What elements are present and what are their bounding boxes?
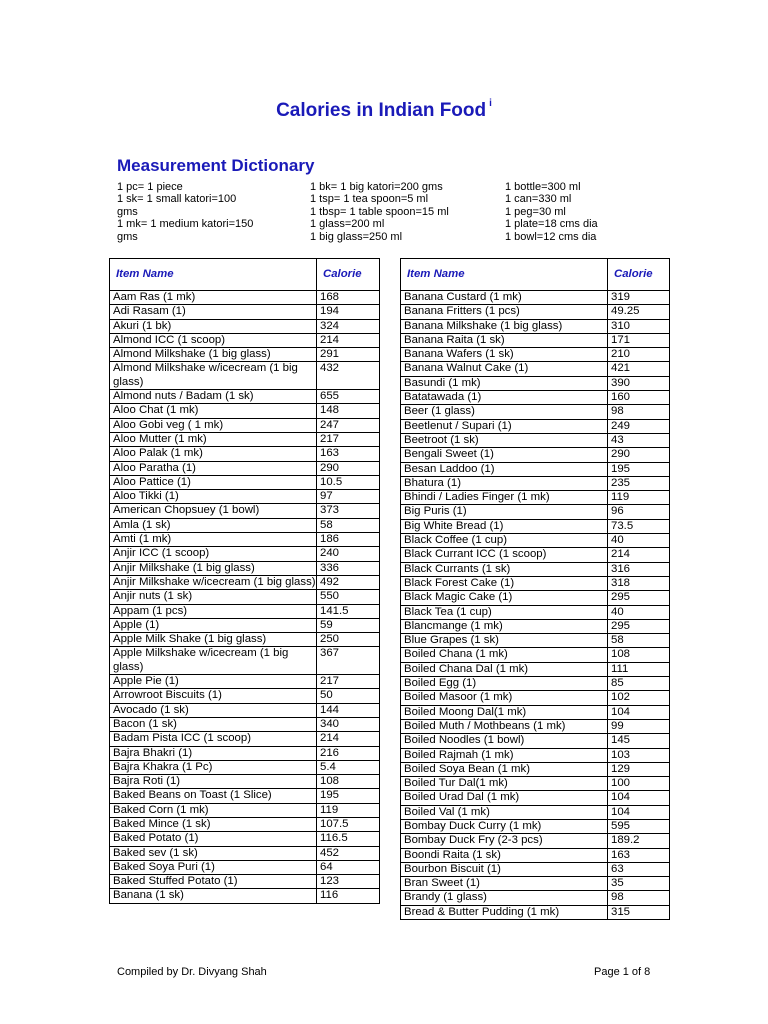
calorie-cell: 210 [608,348,670,362]
table-row [110,717,380,731]
item-name-cell: Baked sev (1 sk) [110,846,317,860]
calorie-header: Calorie [317,259,380,291]
calorie-cell: 40 [608,534,670,548]
calorie-cell: 250 [317,633,380,647]
calorie-cell: 310 [608,319,670,333]
table-row [110,846,380,860]
calorie-cell: 63 [608,862,670,876]
table-row [401,677,670,691]
calorie-cell: 217 [317,675,380,689]
item-name-cell: Akuri (1 bk) [110,319,317,333]
calorie-cell: 99 [608,719,670,733]
table-row [401,762,670,776]
table-row [401,734,670,748]
dictionary-line: 1 can=330 ml [505,193,572,206]
calorie-cell: 318 [608,576,670,590]
item-name-cell: Batatawada (1) [401,391,608,405]
dictionary-line: gms [117,230,138,243]
page-number: Page 1 of 8 [594,966,651,978]
table-row [401,534,670,548]
table-row [110,889,380,903]
table-row [110,875,380,889]
calorie-cell: 421 [608,362,670,376]
calorie-cell: 35 [608,877,670,891]
calorie-cell: 216 [317,746,380,760]
calorie-cell: 163 [608,848,670,862]
calorie-cell: 103 [608,748,670,762]
item-name-cell: Banana Raita (1 sk) [401,333,608,347]
calorie-cell: 290 [317,461,380,475]
table-row [401,805,670,819]
item-name-cell: Aloo Palak (1 mk) [110,447,317,461]
calorie-cell: 315 [608,905,670,919]
table-row [401,519,670,533]
table-row [110,561,380,575]
dictionary-line: 1 bk= 1 big katori=200 gms [310,181,443,193]
calorie-cell: 595 [608,819,670,833]
item-name-cell: Aloo Gobi veg ( 1 mk) [110,418,317,432]
table-row [401,448,670,462]
calorie-cell: 59 [317,618,380,632]
table-row [110,333,380,347]
table-row [401,705,670,719]
calorie-cell: 108 [608,648,670,662]
calorie-cell: 144 [317,703,380,717]
table-row [110,490,380,504]
table-row [110,633,380,647]
table-row [110,305,380,319]
item-name-cell: Big White Bread (1) [401,519,608,533]
item-name-cell: Baked Soya Puri (1) [110,860,317,874]
calorie-cell: 141.5 [317,604,380,618]
table-row [110,689,380,703]
table-row [401,834,670,848]
table-row [401,576,670,590]
calorie-cell: 116.5 [317,832,380,846]
item-name-cell: Bacon (1 sk) [110,717,317,731]
calorie-cell: 291 [317,348,380,362]
table-row [110,746,380,760]
calorie-cell: 100 [608,777,670,791]
calorie-cell: 85 [608,677,670,691]
table-row [110,432,380,446]
table-row [401,348,670,362]
page-title: Calories in Indian Food $^i$ [276,97,492,121]
table-row [110,832,380,846]
calorie-cell: 171 [608,333,670,347]
item-name-cell: Aloo Tikki (1) [110,490,317,504]
dictionary-line: 1 mk= 1 medium katori=150 [117,218,254,231]
calorie-cell: 98 [608,891,670,905]
item-name-cell: Aloo Paratha (1) [110,461,317,475]
table-row [401,905,670,919]
calorie-cell: 160 [608,391,670,405]
table-row [110,362,380,390]
item-name-cell: Adi Rasam (1) [110,305,317,319]
table-row [110,348,380,362]
table-row [110,675,380,689]
calorie-cell: 340 [317,717,380,731]
item-name-cell: Boiled Masoor (1 mk) [401,691,608,705]
item-name-cell: Banana Walnut Cake (1) [401,362,608,376]
table-row [110,817,380,831]
calorie-cell: 129 [608,762,670,776]
calorie-cell: 235 [608,476,670,490]
calorie-cell: 316 [608,562,670,576]
table-row [401,777,670,791]
item-name-cell: Baked Corn (1 mk) [110,803,317,817]
calorie-cell: 550 [317,590,380,604]
table-row [401,433,670,447]
calorie-cell: 452 [317,846,380,860]
calorie-cell: 64 [317,860,380,874]
item-name-cell: Blancmange (1 mk) [401,619,608,633]
item-name-cell: Amla (1 sk) [110,518,317,532]
item-name-cell: Black Currant ICC (1 scoop) [401,548,608,562]
item-name-cell: Baked Mince (1 sk) [110,817,317,831]
calorie-cell: 373 [317,504,380,518]
calorie-cell: 102 [608,691,670,705]
calorie-cell: 319 [608,291,670,305]
table-row [401,819,670,833]
table-row [401,862,670,876]
item-name-cell: Amti (1 mk) [110,533,317,547]
item-name-cell: Bajra Roti (1) [110,775,317,789]
dictionary-column-1 [117,181,297,243]
item-name-cell: Bajra Khakra (1 Pc) [110,760,317,774]
calorie-cell: 145 [608,734,670,748]
item-name-cell: Aloo Chat (1 mk) [110,404,317,418]
item-name-cell: American Chopsuey (1 bowl) [110,504,317,518]
table-row [110,518,380,532]
item-name-cell: Big Puris (1) [401,505,608,519]
calorie-table-left [109,258,380,904]
table-row [401,619,670,633]
table-row [110,732,380,746]
table-row [110,475,380,489]
calorie-cell: 163 [317,447,380,461]
table-row [401,419,670,433]
item-name-cell: Bengali Sweet (1) [401,448,608,462]
item-name-cell: Banana Fritters (1 pcs) [401,305,608,319]
calorie-table-right [400,258,670,920]
table-row [110,760,380,774]
item-name-cell: Apple Pie (1) [110,675,317,689]
item-name-cell: Banana Wafers (1 sk) [401,348,608,362]
item-name-cell: Beetroot (1 sk) [401,433,608,447]
item-name-cell: Bhatura (1) [401,476,608,490]
calorie-cell: 214 [608,548,670,562]
item-name-cell: Boiled Tur Dal(1 mk) [401,777,608,791]
calorie-cell: 5.4 [317,760,380,774]
calorie-cell: 290 [608,448,670,462]
table-row [110,547,380,561]
table-row [401,648,670,662]
item-name-cell: Banana (1 sk) [110,889,317,903]
table-row [110,575,380,589]
calorie-cell: 43 [608,433,670,447]
item-name-cell: Arrowroot Biscuits (1) [110,689,317,703]
calorie-cell: 119 [317,803,380,817]
table-row [110,647,380,675]
calorie-cell: 58 [608,634,670,648]
calorie-cell: 295 [608,619,670,633]
calorie-cell: 195 [317,789,380,803]
table-row [401,562,670,576]
item-name-cell: Anjir Milkshake (1 big glass) [110,561,317,575]
item-name-cell: Brandy (1 glass) [401,891,608,905]
calorie-cell: 492 [317,575,380,589]
calorie-cell: 116 [317,889,380,903]
calorie-header: Calorie [608,259,670,291]
item-name-cell: Baked Beans on Toast (1 Slice) [110,789,317,803]
item-name-cell: Bajra Bhakri (1) [110,746,317,760]
item-name-cell: Blue Grapes (1 sk) [401,634,608,648]
table-row [401,505,670,519]
table-row [110,618,380,632]
item-name-cell: Anjir Milkshake w/icecream (1 big glass) [110,575,317,589]
calorie-cell: 295 [608,591,670,605]
table-row [110,789,380,803]
item-name-cell: Bourbon Biscuit (1) [401,862,608,876]
item-name-cell: Boiled Val (1 mk) [401,805,608,819]
table-row [110,390,380,404]
item-name-cell: Appam (1 pcs) [110,604,317,618]
calorie-cell: 168 [317,291,380,305]
item-name-cell: Apple Milkshake w/icecream (1 big glass) [110,647,317,675]
table-row [401,333,670,347]
item-name-cell: Boiled Chana (1 mk) [401,648,608,662]
calorie-cell: 324 [317,319,380,333]
dictionary-column-3 [505,181,665,243]
table-row [401,891,670,905]
table-row [401,376,670,390]
table-row [401,877,670,891]
table-row [401,305,670,319]
item-name-cell: Avocado (1 sk) [110,703,317,717]
calorie-cell: 214 [317,333,380,347]
calorie-cell: 148 [317,404,380,418]
table-row [401,605,670,619]
dictionary-line: 1 plate=18 cms dia [505,218,598,231]
calorie-cell: 194 [317,305,380,319]
calorie-cell: 97 [317,490,380,504]
item-name-header: Item Name [401,259,608,291]
dictionary-line: 1 bottle=300 ml [505,181,581,193]
section-heading: Measurement Dictionary [117,156,315,175]
item-name-cell: Black Coffee (1 cup) [401,534,608,548]
dictionary-line: 1 big glass=250 ml [310,230,403,243]
calorie-cell: 49.25 [608,305,670,319]
item-name-cell: Boiled Muth / Mothbeans (1 mk) [401,719,608,733]
table-row [401,748,670,762]
dictionary-column-2 [310,181,495,243]
table-row [401,491,670,505]
item-name-cell: Boondi Raita (1 sk) [401,848,608,862]
item-name-cell: Banana Milkshake (1 big glass) [401,319,608,333]
calorie-cell: 195 [608,462,670,476]
table-row [401,362,670,376]
calorie-cell: 367 [317,647,380,675]
item-name-cell: Baked Stuffed Potato (1) [110,875,317,889]
item-name-cell: Black Currants (1 sk) [401,562,608,576]
item-name-cell: Black Tea (1 cup) [401,605,608,619]
item-name-cell: Almond ICC (1 scoop) [110,333,317,347]
calorie-cell: 108 [317,775,380,789]
table-row [110,703,380,717]
item-name-cell: Black Magic Cake (1) [401,591,608,605]
table-row [110,504,380,518]
dictionary-line: 1 pc= 1 piece [117,181,183,193]
table-row [110,533,380,547]
table-row [110,418,380,432]
item-name-cell: Apple Milk Shake (1 big glass) [110,633,317,647]
calorie-cell: 104 [608,791,670,805]
item-name-cell: Almond Milkshake w/icecream (1 big glass) [110,362,317,390]
footer-credit: Compiled by Dr. Divyang Shah [117,966,267,978]
calorie-cell: 104 [608,805,670,819]
table-row [110,291,380,305]
item-name-cell: Beetlenut / Supari (1) [401,419,608,433]
calorie-cell: 655 [317,390,380,404]
item-name-cell: Bhindi / Ladies Finger (1 mk) [401,491,608,505]
calorie-cell: 58 [317,518,380,532]
item-name-cell: Apple (1) [110,618,317,632]
item-name-cell: Aloo Pattice (1) [110,475,317,489]
table-row [110,447,380,461]
calorie-cell: 107.5 [317,817,380,831]
item-name-cell: Badam Pista ICC (1 scoop) [110,732,317,746]
table-row [401,476,670,490]
calorie-cell: 40 [608,605,670,619]
table-row [401,848,670,862]
item-name-cell: Bran Sweet (1) [401,877,608,891]
dictionary-line: 1 bowl=12 cms dia [505,230,597,243]
table-row [110,404,380,418]
table-row [110,319,380,333]
item-name-cell: Almond nuts / Badam (1 sk) [110,390,317,404]
footnote-marker: i [489,97,492,109]
table-row [401,719,670,733]
table-row [401,405,670,419]
calorie-cell: 217 [317,432,380,446]
item-name-cell: Banana Custard (1 mk) [401,291,608,305]
calorie-cell: 390 [608,376,670,390]
calorie-cell: 336 [317,561,380,575]
dictionary-line: 1 tbsp= 1 table spoon=15 ml [310,205,449,218]
item-name-cell: Boiled Rajmah (1 mk) [401,748,608,762]
calorie-cell: 10.5 [317,475,380,489]
item-name-cell: Aam Ras (1 mk) [110,291,317,305]
item-name-cell: Anjir nuts (1 sk) [110,590,317,604]
item-name-cell: Anjir ICC (1 scoop) [110,547,317,561]
table-row [401,634,670,648]
calorie-cell: 104 [608,705,670,719]
dictionary-line: 1 peg=30 ml [505,205,566,218]
calorie-cell: 186 [317,533,380,547]
calorie-cell: 214 [317,732,380,746]
item-name-cell: Baked Potato (1) [110,832,317,846]
calorie-cell: 247 [317,418,380,432]
calorie-cell: 432 [317,362,380,390]
item-name-cell: Boiled Chana Dal (1 mk) [401,662,608,676]
item-name-cell: Aloo Mutter (1 mk) [110,432,317,446]
item-name-cell: Almond Milkshake (1 big glass) [110,348,317,362]
table-row [401,319,670,333]
item-name-header: Item Name [110,259,317,291]
item-name-cell: Bread & Butter Pudding (1 mk) [401,905,608,919]
item-name-cell: Beer (1 glass) [401,405,608,419]
calorie-cell: 111 [608,662,670,676]
table-row [401,548,670,562]
calorie-cell: 96 [608,505,670,519]
dictionary-line: 1 tsp= 1 tea spoon=5 ml [310,193,429,206]
table-row [110,803,380,817]
item-name-cell: Bombay Duck Fry (2-3 pcs) [401,834,608,848]
calorie-cell: 50 [317,689,380,703]
dictionary-line: gms [117,205,138,218]
item-name-cell: Boiled Urad Dal (1 mk) [401,791,608,805]
table-row [110,590,380,604]
item-name-cell: Boiled Egg (1) [401,677,608,691]
calorie-cell: 123 [317,875,380,889]
item-name-cell: Basundi (1 mk) [401,376,608,390]
table-row [110,604,380,618]
calorie-cell: 98 [608,405,670,419]
table-row [110,775,380,789]
table-row [401,462,670,476]
item-name-cell: Boiled Moong Dal(1 mk) [401,705,608,719]
table-row [401,791,670,805]
table-row [401,662,670,676]
table-row [401,591,670,605]
item-name-cell: Boiled Noodles (1 bowl) [401,734,608,748]
table-row [110,461,380,475]
dictionary-line: 1 glass=200 ml [310,218,385,231]
calorie-cell: 240 [317,547,380,561]
item-name-cell: Bombay Duck Curry (1 mk) [401,819,608,833]
table-row [401,391,670,405]
table-row [110,860,380,874]
calorie-cell: 119 [608,491,670,505]
calorie-cell: 73.5 [608,519,670,533]
item-name-cell: Besan Laddoo (1) [401,462,608,476]
item-name-cell: Boiled Soya Bean (1 mk) [401,762,608,776]
calorie-cell: 249 [608,419,670,433]
dictionary-line: 1 sk= 1 small katori=100 [117,193,237,206]
table-row [401,291,670,305]
calorie-cell: 189.2 [608,834,670,848]
item-name-cell: Black Forest Cake (1) [401,576,608,590]
table-row [401,691,670,705]
